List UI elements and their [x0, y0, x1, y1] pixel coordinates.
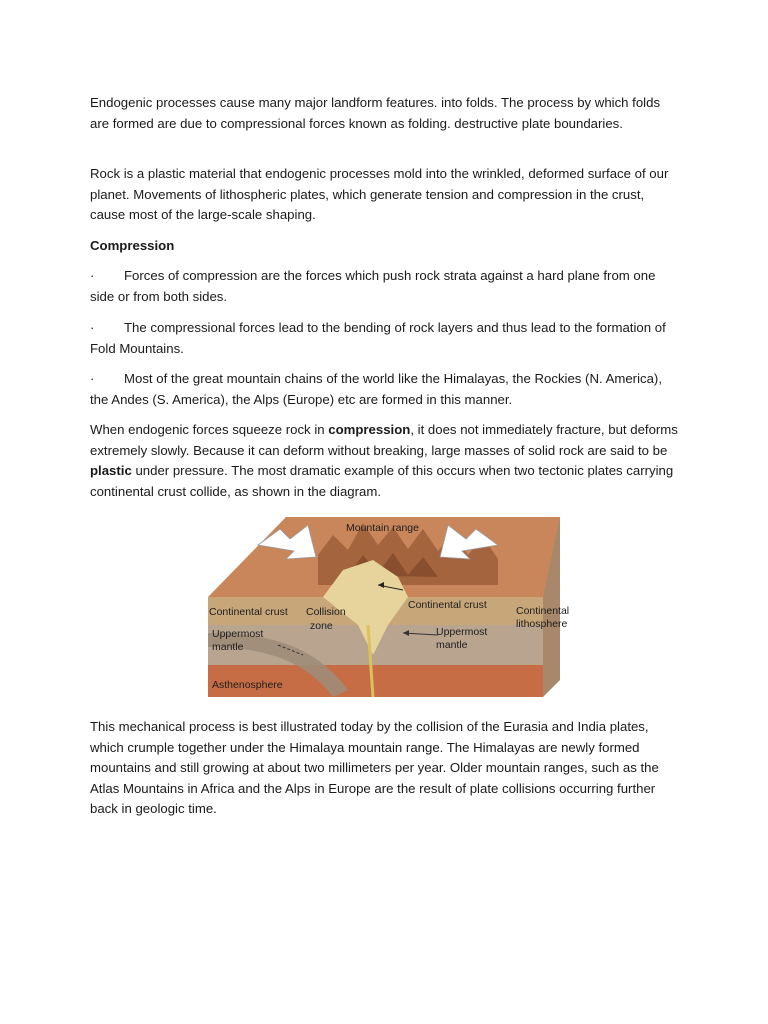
label-collision-1: Collision: [306, 606, 346, 618]
bullet-item: [90, 266, 680, 307]
bullet-item: [90, 369, 680, 410]
bullet-text: Most of the great mountain chains of the world like the Himalayas, the Rockies (N. America), the Andes (S. America), the Alps (Europe) etc are formed in this manner.: [90, 371, 662, 407]
label-uppermost-mantle-right-1: Uppermost: [436, 626, 488, 638]
paragraph-intro: [90, 93, 680, 134]
diagram-svg: [198, 515, 578, 701]
bold-term-plastic: plastic: [90, 463, 132, 478]
plate-collision-diagram: [198, 515, 578, 701]
paragraph-text: Endogenic processes cause many major landform features. into folds. The process by which folds are formed are due to compressional forces known as folding. destructive plate boundaries.: [90, 95, 661, 131]
label-uppermost-mantle-left-2: mantle: [212, 641, 244, 653]
paragraph-text: [90, 420, 680, 502]
bullet-item: [90, 318, 680, 359]
bullet-text: The compressional forces lead to the bending of rock layers and thus lead to the formation of Fold Mountains.: [90, 320, 666, 356]
text-run: , it does not immediately fracture, but deforms extremely slowly. Because it can deform without breaking, large masses of solid rock are said to be: [90, 422, 678, 458]
bullet-dot: ·: [90, 371, 95, 386]
label-continental-crust-right: Continental crust: [408, 599, 487, 611]
text-run: When endogenic forces squeeze rock in: [90, 422, 329, 437]
label-uppermost-mantle-right-2: mantle: [436, 639, 468, 651]
paragraph-eurasia-india: [90, 717, 680, 820]
label-uppermost-mantle-left-1: Uppermost: [212, 628, 264, 640]
paragraph-text: This mechanical process is best illustrated today by the collision of the Eurasia and India plates, which crumple together under the Himalaya mountain range. The Himalayas are newly formed mountains and still growing at about two millimeters per year. Older mountain ranges, such as the Atlas Mountains in Africa and the Alps in Europe are the result of plate collisions occurring further back in geologic time.: [90, 719, 659, 816]
label-mountain-range: Mountain range: [346, 522, 419, 534]
paragraph-rock-plastic: [90, 164, 680, 226]
bullet-text: Forces of compression are the forces which push rock strata against a hard plane from one side or from both sides.: [90, 268, 656, 304]
label-continental-lithosphere-2: lithosphere: [516, 618, 568, 630]
bullet-dot: ·: [90, 320, 95, 335]
label-continental-crust-left: Continental crust: [209, 606, 288, 618]
section-heading-compression: Compression: [90, 238, 175, 253]
label-collision-2: zone: [310, 620, 333, 632]
bullet-dot: ·: [90, 268, 95, 283]
text-run: under pressure. The most dramatic example of this occurs when two tectonic plates carrying continental crust collide, as shown in the diagram.: [90, 463, 674, 499]
paragraph-text: Rock is a plastic material that endogenic processes mold into the wrinkled, deformed surface of our planet. Movements of lithospheric plates, which generate tension and compression in the crust, cause most of the large-scale shaping.: [90, 166, 669, 222]
bold-term-compression: compression: [328, 422, 411, 437]
paragraph-compression-plastic: [90, 420, 680, 502]
label-asthenosphere: Asthenosphere: [212, 679, 283, 691]
label-continental-lithosphere-1: Continental: [516, 605, 570, 617]
